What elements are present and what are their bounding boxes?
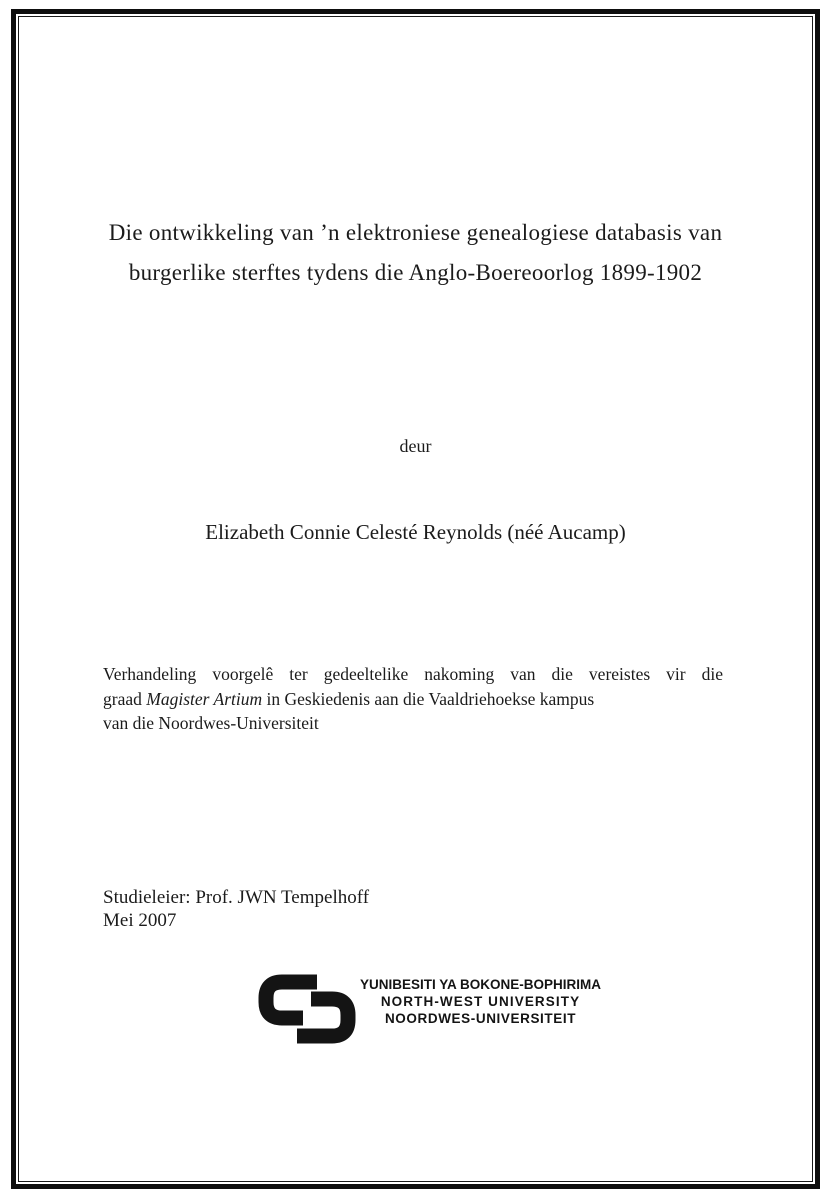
submission-line-3: van die Noordwes-Universiteit bbox=[103, 713, 319, 734]
date-line: Mei 2007 bbox=[103, 910, 177, 931]
author-name: Elizabeth Connie Celesté Reynolds (néé Aucamp) bbox=[205, 520, 626, 544]
submission-line-1: Verhandeling voorgelê ter gedeeltelike nakoming van die vereistes vir die bbox=[103, 664, 723, 684]
logo-text-afrikaans: NOORDWES-UNIVERSITEIT bbox=[384, 1011, 577, 1026]
university-logo-text bbox=[360, 976, 601, 1027]
submission-line-2-prefix: graad bbox=[103, 688, 147, 709]
thesis-title-line-2: burgerlike sterftes tydens die Anglo-Boereoorlog 1899-1902 bbox=[128, 260, 703, 285]
submission-line-2-suffix: in Geskiedenis aan die Vaaldriehoekse kampus bbox=[262, 688, 595, 709]
thesis-title-line-1: Die ontwikkeling van ’n elektroniese genealogiese databasis van bbox=[108, 220, 723, 245]
supervisor-line: Studieleier: Prof. JWN Tempelhoff bbox=[103, 887, 370, 908]
thesis-title bbox=[60, 213, 771, 293]
supervisor-block bbox=[103, 886, 369, 932]
submission-line-2 bbox=[103, 687, 723, 712]
degree-name: Magister Artium bbox=[146, 688, 263, 709]
logo-text-english: NORTH-WEST UNIVERSITY bbox=[380, 994, 581, 1009]
nwu-interlocking-links-icon bbox=[257, 973, 357, 1045]
submission-statement bbox=[103, 662, 723, 736]
byline-label: deur bbox=[399, 436, 432, 456]
logo-text-setswana: YUNIBESITI YA BOKONE-BOPHIRIMA bbox=[360, 977, 602, 992]
university-logo bbox=[257, 973, 601, 1045]
